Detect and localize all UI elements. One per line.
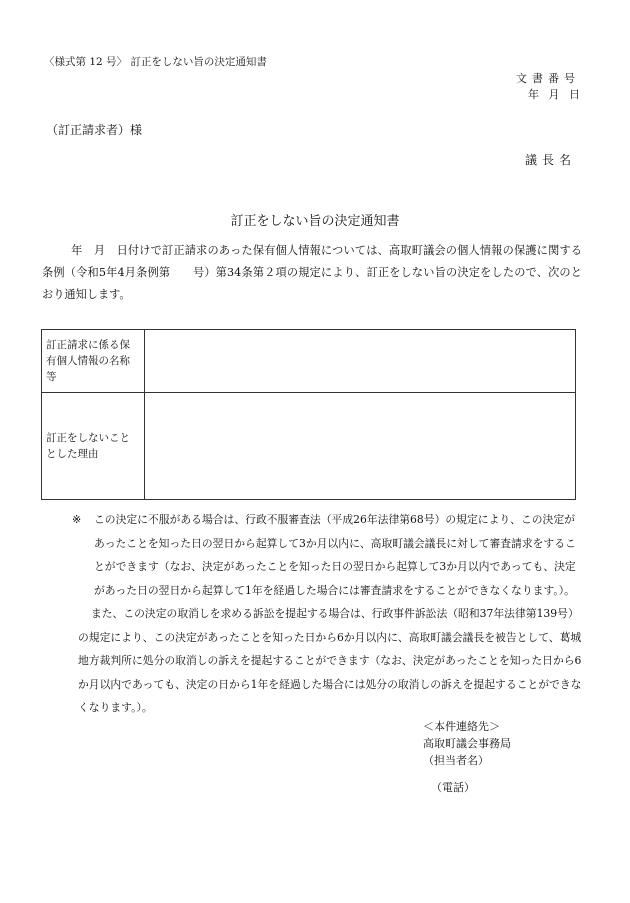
notes-section: [72, 508, 582, 720]
form-reference: 〈様式第 12 号〉 訂正をしない旨の決定通知書: [44, 56, 267, 68]
body-paragraph: 年 月 日付けで訂正請求のあった保有個人情報については、高取町議会の個人情報の保護に関する条例（令和5年4月条例第 号）第34条第２項の規定により、訂正をしない旨の決定をしたので、次のとおり通知します。: [42, 244, 582, 301]
document-title: 訂正をしない旨の決定通知書: [230, 214, 400, 229]
reason-value: [145, 393, 576, 500]
document-number-label: 文書番号: [516, 72, 580, 85]
info-table: [41, 329, 576, 500]
note-appeal: [72, 508, 582, 602]
reason-label: 訂正をしないこととした理由: [42, 393, 145, 500]
info-name-label: 訂正請求に係る保有個人情報の名称等: [42, 330, 145, 393]
addressee: （訂正請求者）様: [46, 123, 143, 137]
note-mark: ※: [72, 513, 82, 526]
contact-block: [423, 718, 511, 796]
table-row: [42, 393, 576, 500]
contact-person: （担当者名）: [423, 754, 489, 767]
note-appeal-text: この決定に不服がある場合は、行政不服審査法（平成26年法律第68号）の規定により、この決定があったことを知った日の翌日から起算して3か月以内に、高取町議会議長に対して審査請求をすることができます（なお、決定があったことを知った日の翌日から起算して3か月以内であっても、決定があった日の翌日から起算して1年を経過した場合には審査請求をすることができなくなります。）。: [94, 513, 576, 597]
table-row: [42, 330, 576, 393]
sender-name: 議長名: [524, 153, 576, 167]
contact-phone: （電話）: [431, 781, 475, 794]
info-name-value: [145, 330, 576, 393]
contact-heading: ＜本件連絡先＞: [423, 720, 500, 733]
contact-office: 高取町議会事務局: [423, 737, 511, 750]
note-lawsuit: また、この決定の取消しを求める訴訟を提起する場合は、行政事件訴訟法（昭和37年法律第139号）の規定により、この決定があったことを知った日から6か月以内に、高取町議会議長を被告として、葛城地方裁判所に処分の取消しの訴えを提起することができます（なお、決定があったことを知った日から6か月以内であっても、決定の日から1年を経過した場合には処分の取消しの訴えを提起することができなくなります。）。: [78, 607, 582, 714]
date-label: 年 月 日: [528, 88, 580, 101]
